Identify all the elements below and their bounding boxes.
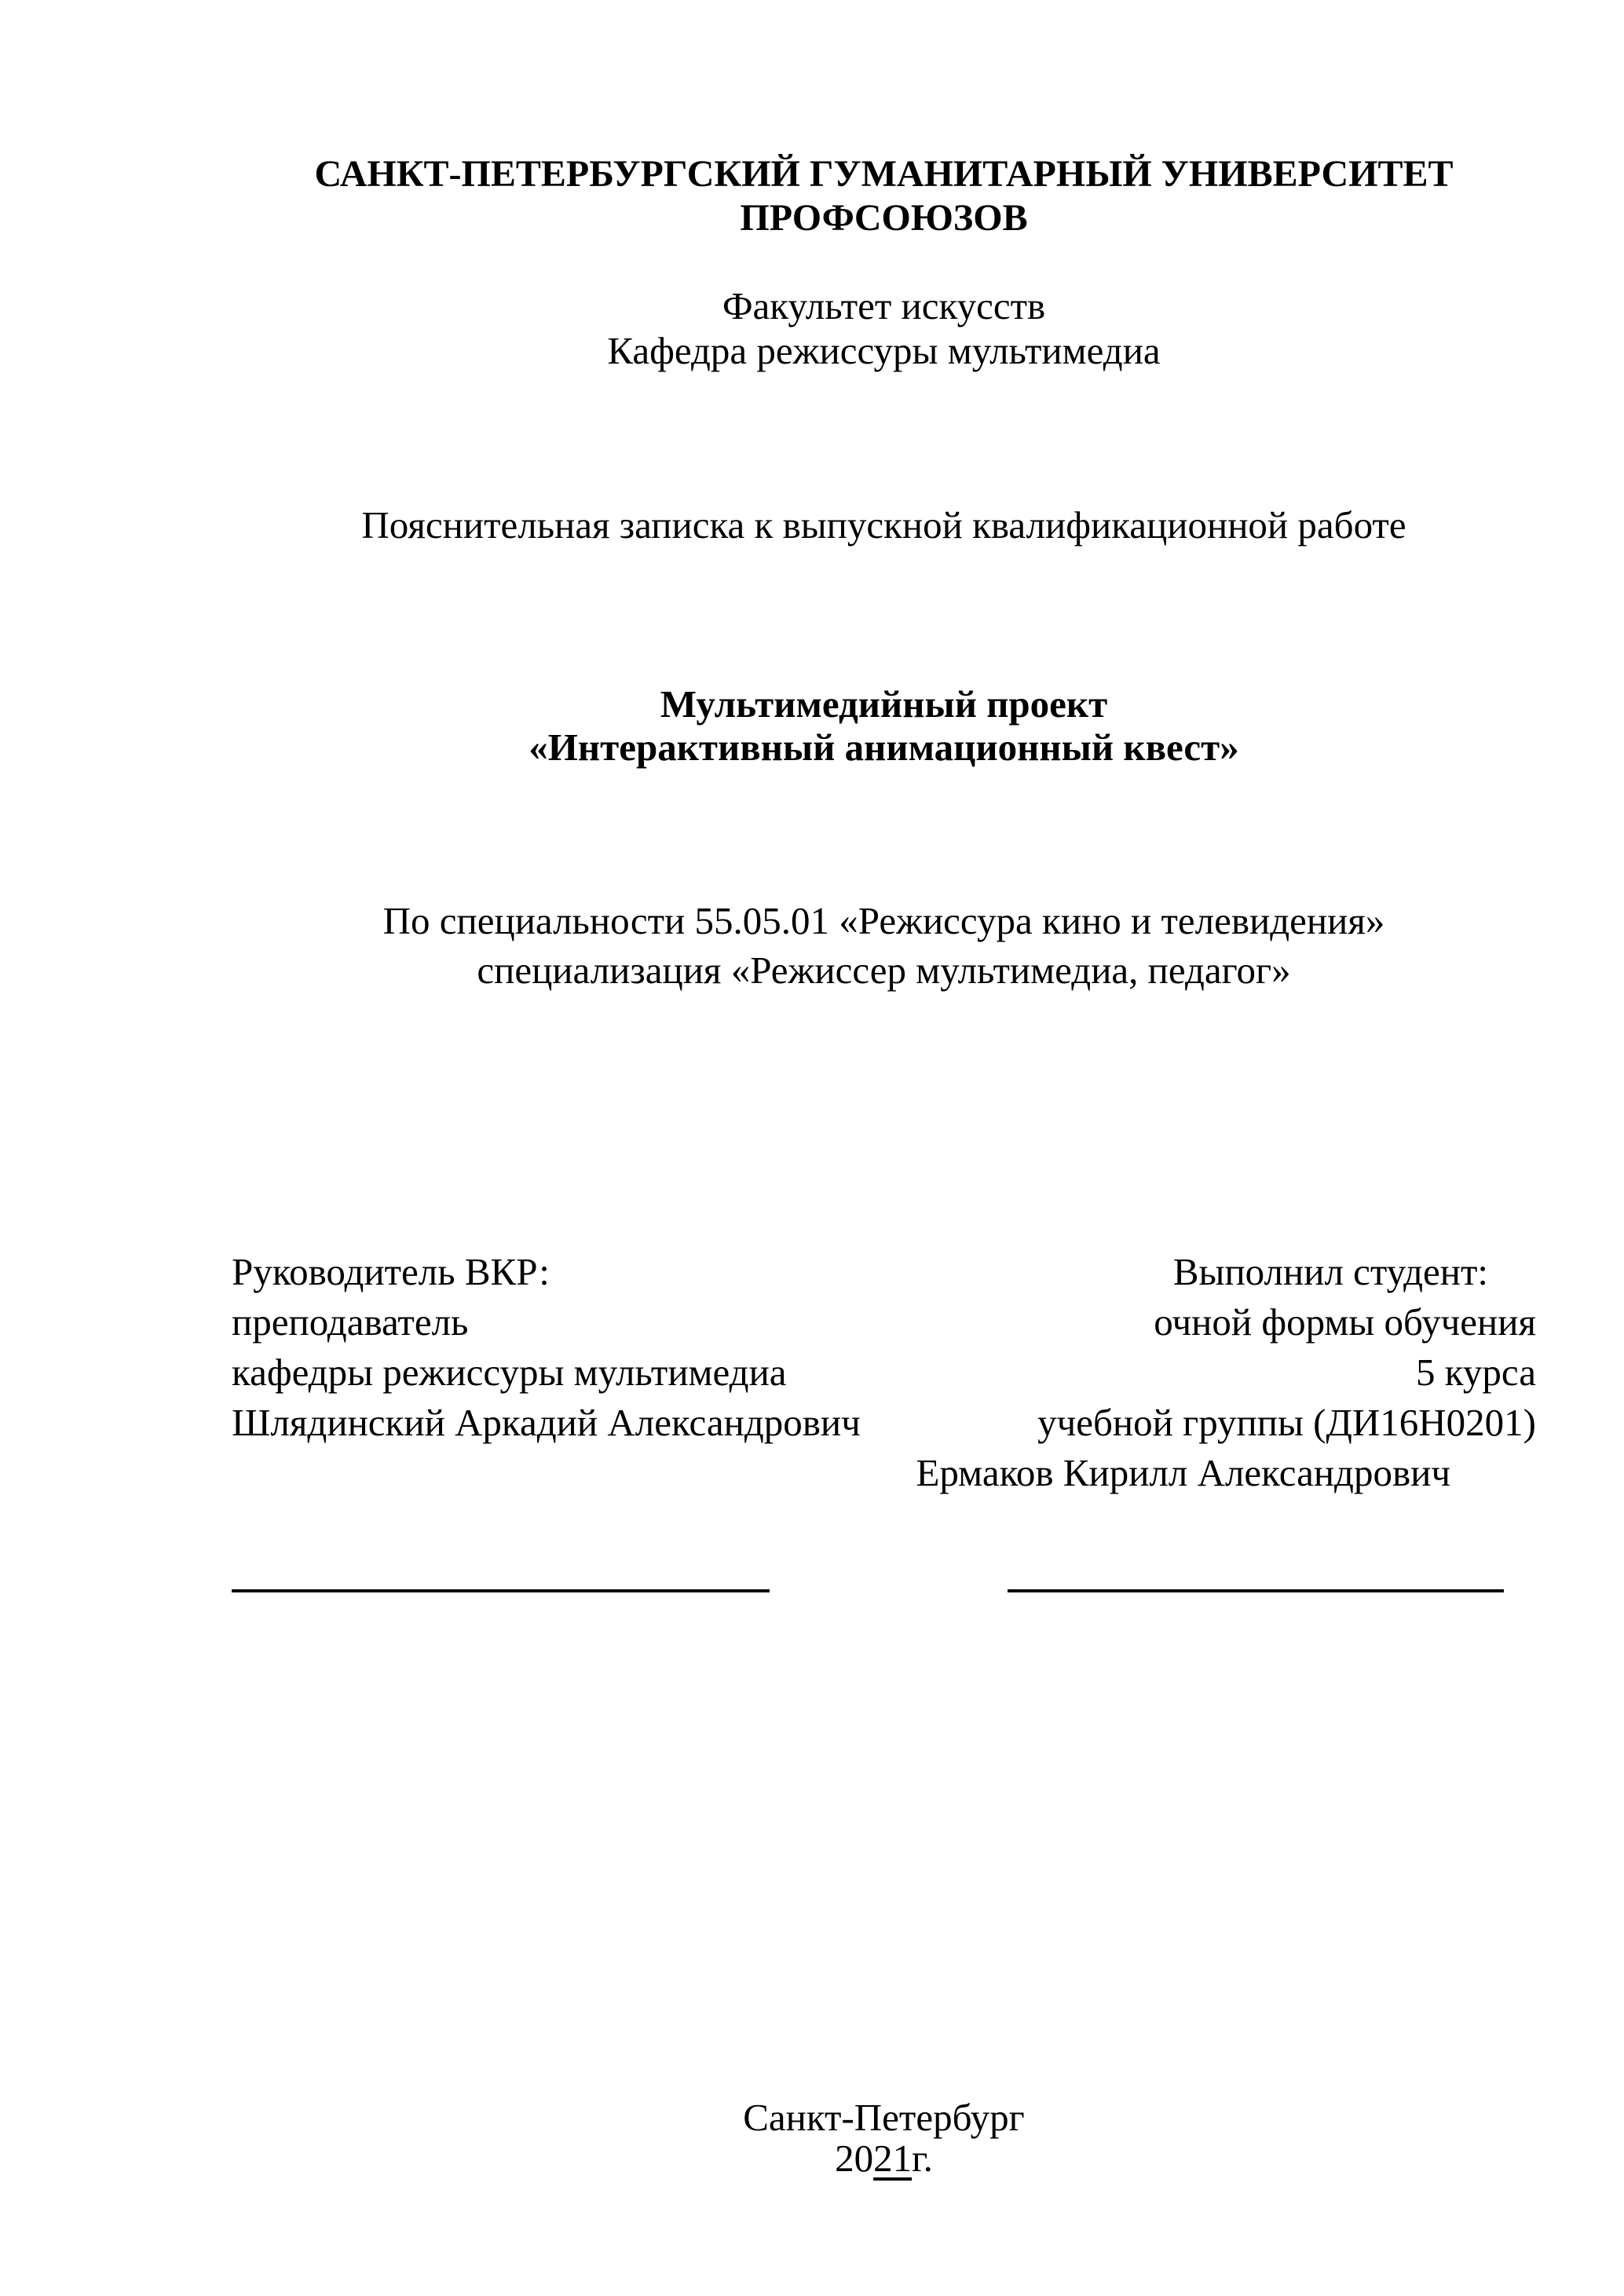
faculty-department-block [232, 283, 1536, 373]
people-block [232, 1247, 1536, 1498]
signature-lines [232, 1589, 1536, 1592]
student-column [916, 1247, 1536, 1498]
explanatory-note-subtitle: Пояснительная записка к выпускной квалификационной работе [361, 503, 1406, 547]
supervisor-label: Руководитель ВКР: [232, 1250, 550, 1293]
project-title-line2: «Интерактивный анимационный квест» [529, 726, 1239, 769]
footer-year-suffix: г. [912, 2137, 933, 2180]
supervisor-signature-line [232, 1589, 770, 1592]
university-title-line1: САНКТ-ПЕТЕРБУРГСКИЙ ГУМАНИТАРНЫЙ УНИВЕРСИТЕТ [314, 153, 1454, 195]
supervisor-position: преподаватель [232, 1300, 469, 1344]
project-title [232, 682, 1536, 769]
faculty-line: Факультет искусств [722, 284, 1046, 327]
footer-year-prefix: 20 [835, 2137, 874, 2180]
department-line: Кафедра режиссуры мультимедиа [607, 329, 1161, 372]
specialty-block [232, 896, 1536, 995]
footer-year [232, 2138, 1536, 2179]
student-study-form: очной формы обучения [1154, 1300, 1536, 1344]
specialty-line2: специализация «Режиссер мультимедиа, педагог» [477, 949, 1291, 992]
student-label: Выполнил студент: [1172, 1250, 1488, 1293]
project-title-line1: Мультимедийный проект [660, 682, 1108, 726]
supervisor-column [232, 1247, 861, 1498]
footer-year-underlined: 21 [873, 2137, 913, 2180]
supervisor-department: кафедры режиссуры мультимедиа [232, 1351, 787, 1394]
supervisor-name: Шлядинский Аркадий Александрович [232, 1401, 861, 1444]
student-course: 5 курса [1416, 1351, 1536, 1394]
student-name: Ермаков Кирилл Александрович [916, 1451, 1450, 1494]
student-signature-line [1008, 1589, 1504, 1592]
student-group: учебной группы (ДИ16Н0201) [1037, 1401, 1536, 1444]
footer-block [232, 2097, 1536, 2179]
university-title [232, 152, 1536, 240]
university-title-line2: ПРОФСОЮЗОВ [740, 197, 1028, 239]
specialty-line1: По специальности 55.05.01 «Режиссура кино и телевидения» [382, 899, 1385, 942]
footer-city: Санкт-Петербург [743, 2096, 1025, 2139]
